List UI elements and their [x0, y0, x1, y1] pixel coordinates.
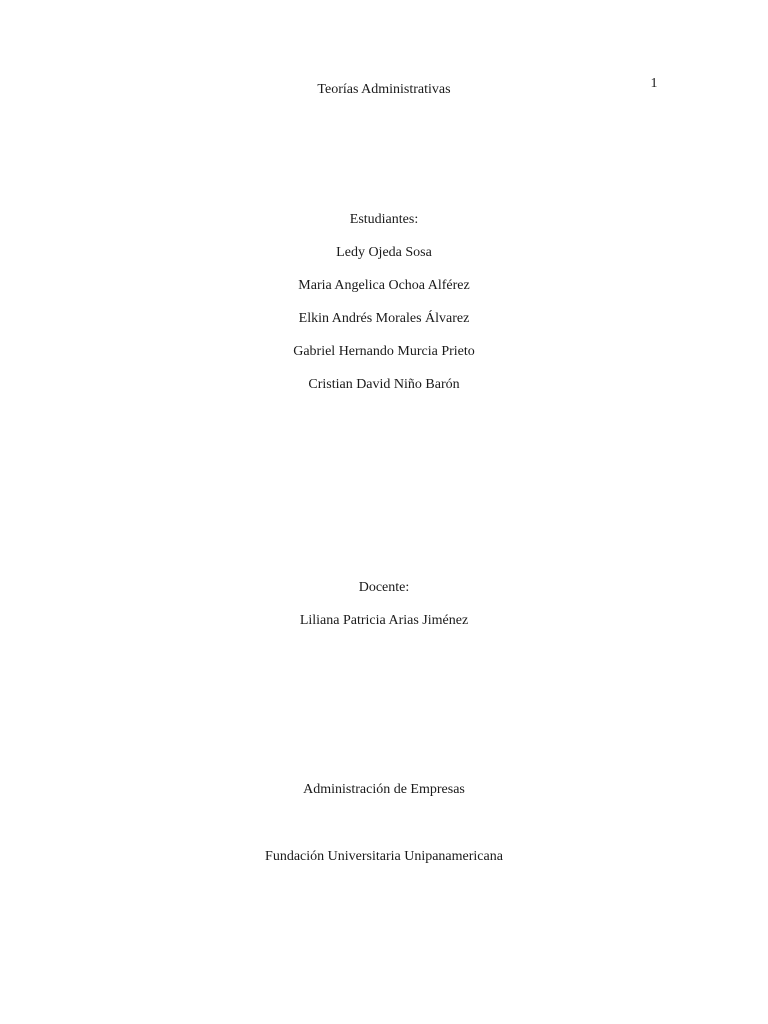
students-label: Estudiantes: [349, 212, 419, 227]
program-name: Administración de Empresas [303, 782, 465, 797]
student-name: Ledy Ojeda Sosa [336, 245, 432, 260]
student-name: Cristian David Niño Barón [308, 377, 460, 392]
teacher-label: Docente: [358, 580, 410, 595]
institution-name: Fundación Universitaria Unipanamericana [265, 849, 503, 864]
student-name: Gabriel Hernando Murcia Prieto [293, 344, 475, 359]
teacher-name: Liliana Patricia Arias Jiménez [299, 613, 469, 628]
student-name: Maria Angelica Ochoa Alférez [298, 278, 470, 293]
document-title: Teorías Administrativas [317, 82, 451, 97]
student-name: Elkin Andrés Morales Álvarez [298, 311, 470, 326]
page-number: 1 [650, 76, 658, 91]
